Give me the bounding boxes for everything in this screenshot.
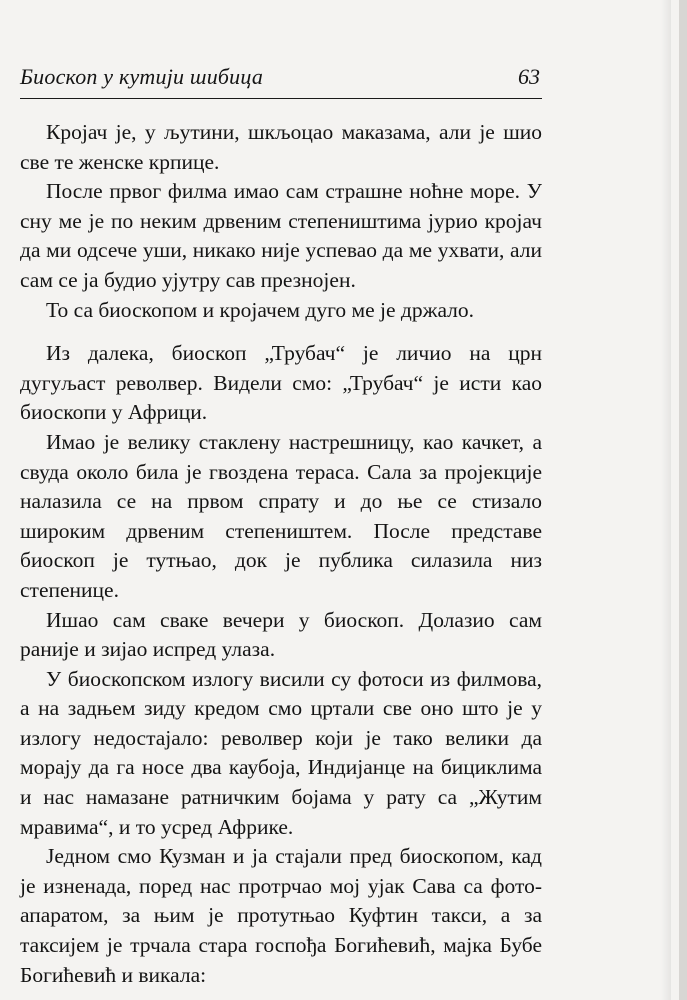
paragraph-3: То са биоскопом и кројачем дуго ме је држало. <box>46 297 475 322</box>
body-text <box>20 118 542 990</box>
paragraph-4: Из далека, биоскоп „Трубач“ је личио на црн дугуљаст револвер. Видели смо: „Трубач“ је исти као биоскопи у Африци. <box>20 341 542 425</box>
page-number: 63 <box>518 64 540 89</box>
paragraph-6: Ишао сам сваке вечери у биоскоп. Долазио сам раније и зијао испред улаза. <box>20 607 542 662</box>
paragraph-7: У биоскопском излогу висили су фотоси из филмова, а на задњем зиду кредом смо цртали све оно што је у излогу недостајало: револвер који је тако велики да морају да га носе два каубоја, Индијанце на бициклима и нас намазане ратничким бојама у рату са „Жутим мравима“, и то усред Африке. <box>20 666 542 839</box>
paragraph-8: Једном смо Кузман и ја стајали пред биоскопом, кад је изненада, поред нас протрчао мој ујак Сава са фото-апаратом, за њим је протутњао Куфтин такси, а за таксијем је трчала стара госпођа Богићевић, мајка Бубе Богићевић и викала: <box>20 844 542 987</box>
running-header <box>20 58 542 99</box>
paragraph-2: После првог филма имао сам страшне ноћне море. У сну ме је по неким дрвеним степеништима јурио кројач да ми одсече уши, никако није успевао да ме ухвати, али сам се ја будио ујутру сав презнојен. <box>20 179 542 292</box>
running-title: Биоскоп у кутији шибица <box>20 64 264 89</box>
paragraph-1: Кројач је, у љутини, шкљоцао маказама, али је шио све те женске крпице. <box>20 120 542 174</box>
paragraph-5: Имао је велику стаклену настрешницу, као качкет, а свуда около била је гвоздена тераса. Сала за пројекције налазила се на првом спрату и до ње се стизало широким дрвеним степеништем. После представе биоскоп је тутњао, док је публика силазила низ степенице. <box>20 429 542 602</box>
page-edge-shadow <box>661 0 671 1000</box>
